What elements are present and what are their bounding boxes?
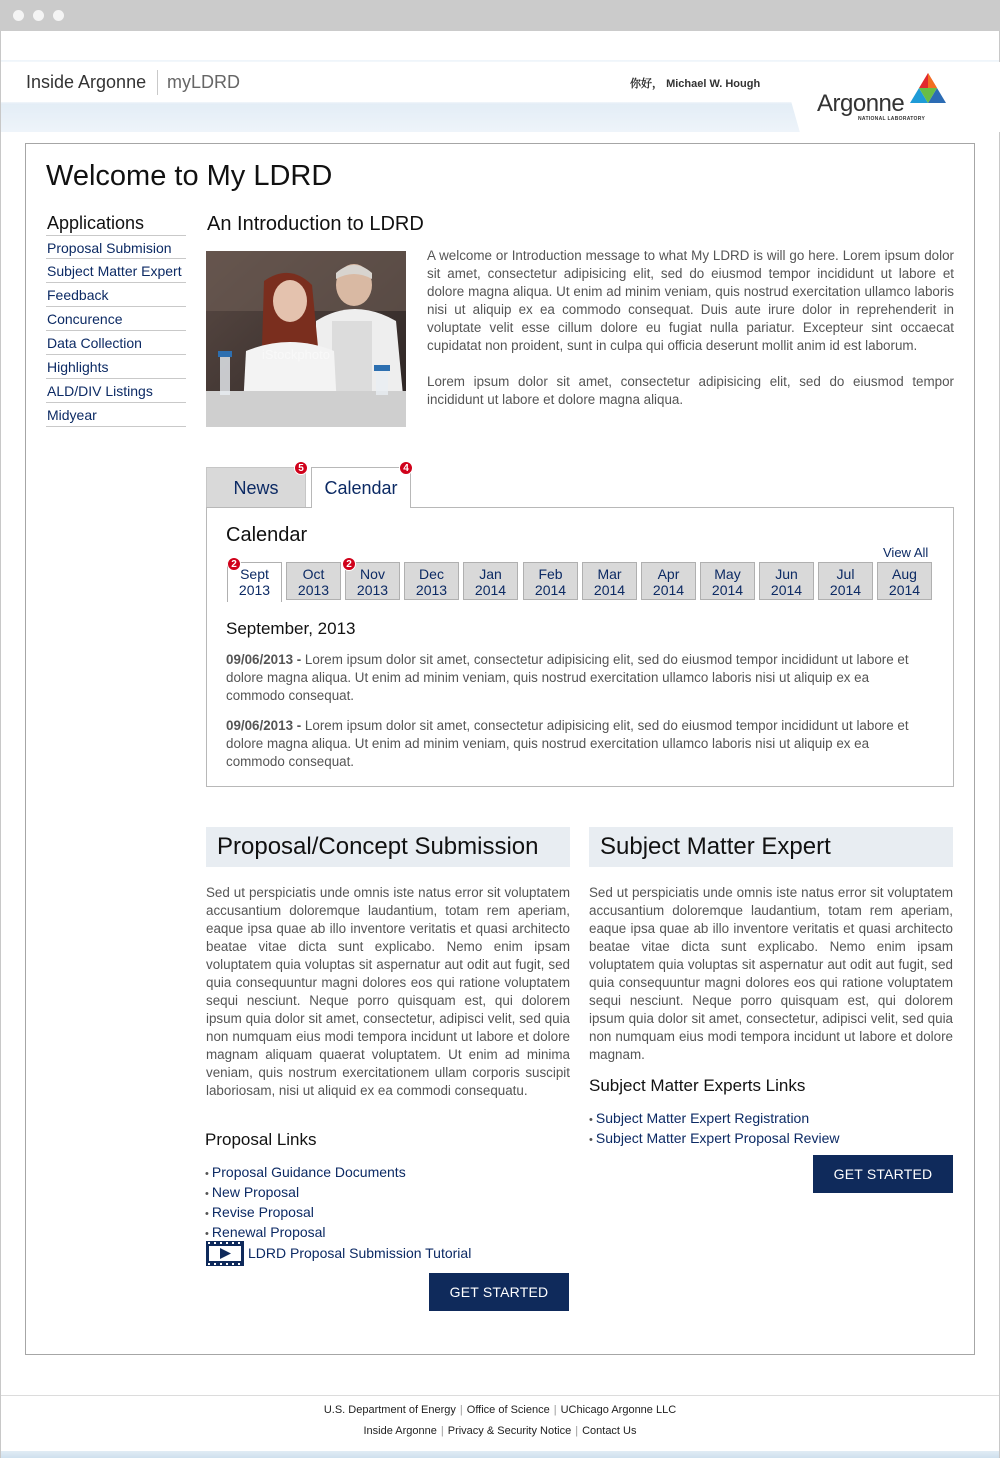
proposal-section-heading: Proposal/Concept Submission — [206, 827, 570, 867]
greeting-prefix: 你好， — [630, 78, 663, 90]
intro-photo — [206, 251, 406, 427]
site-name-link[interactable]: Inside Argonne — [26, 72, 147, 92]
sidebar-item-data-collection[interactable]: Data Collection — [46, 331, 186, 355]
sme-links — [589, 1109, 839, 1149]
user-name[interactable]: Michael W. Hough — [666, 78, 761, 90]
sme-links-heading: Subject Matter Experts Links — [589, 1076, 806, 1095]
intro-text — [427, 247, 954, 427]
sme-section-heading: Subject Matter Expert — [589, 827, 953, 867]
window-minimize-dot[interactable] — [33, 10, 44, 21]
video-play-icon[interactable] — [206, 1241, 244, 1266]
intro-paragraph: A welcome or Introduction message to what My LDRD is will go here. Lorem ipsum dolor sit amet, consectetur adipisicing elit, sed do eiusmod tempor incididunt ut labore et dolore magna aliqua. Ut enim ad minim veniam, quis nostrud exercitation ullamco laboris nisi ut aliquip ex ea commodo consequat. Duis aute irure dolor in reprehenderit in voluptate velit esse cillum dolore eu fugiat nulla pariatur. Excepteur sint occaecat cupidatat non proident, sunt in culpa qui officia deserunt mollit anim id est laborum. — [427, 248, 954, 353]
revise-proposal-link[interactable]: • Revise Proposal — [205, 1203, 406, 1223]
calendar-heading: Calendar — [226, 524, 308, 546]
browser-title-bar — [0, 0, 1000, 31]
photo-watermark: iStockphoto — [262, 347, 330, 362]
calendar-count-badge: 4 — [399, 461, 413, 475]
calendar-entry: 09/06/2013 - Lorem ipsum dolor sit amet, consectetur adipisicing elit, sed do eiusmod tempor incididunt ut labore et dolore magna aliqua. Ut enim ad minim veniam, quis nostrud exercitation ullamco laboris nisi ut aliquip ex ea commodo consequat. — [226, 718, 909, 769]
sme-registration-link[interactable]: • Subject Matter Expert Registration — [589, 1109, 839, 1129]
sme-get-started-button[interactable]: GET STARTED — [813, 1155, 953, 1193]
sidebar-item-proposal-submission[interactable]: Proposal Submision — [46, 235, 186, 259]
sidebar-item-subject-matter-expert[interactable]: Subject Matter Expert — [46, 259, 186, 283]
footer-contact-link[interactable]: Contact Us — [582, 1425, 637, 1437]
footer-divider — [1, 1395, 999, 1396]
section-name-link[interactable]: myLDRD — [167, 72, 241, 92]
page-title: Welcome to My LDRD — [46, 160, 333, 192]
sidebar-nav — [46, 235, 186, 427]
month-tab-feb-2014[interactable]: Feb 2014 — [523, 562, 578, 600]
proposal-links — [205, 1163, 406, 1243]
footer-links-secondary: Inside Argonne | Privacy & Security Notice | Contact Us — [363, 1425, 637, 1437]
month-tab-oct-2013[interactable]: Oct 2013 — [286, 562, 341, 600]
sidebar-item-feedback[interactable]: Feedback — [46, 283, 186, 307]
user-greeting — [630, 75, 760, 91]
footer-office-of-science-link[interactable]: Office of Science — [466, 1404, 550, 1416]
tab-news[interactable]: News — [206, 467, 306, 507]
sidebar-item-concurrence[interactable]: Concurence — [46, 307, 186, 331]
footer-inside-argonne-link[interactable]: Inside Argonne — [363, 1425, 437, 1437]
sidebar-item-midyear[interactable]: Midyear — [46, 403, 186, 427]
window-maximize-dot[interactable] — [53, 10, 64, 21]
proposal-links-heading: Proposal Links — [205, 1130, 317, 1149]
sidebar-item-highlights[interactable]: Highlights — [46, 355, 186, 379]
footer-privacy-link[interactable]: Privacy & Security Notice — [447, 1425, 572, 1437]
footer-uchicago-link[interactable]: UChicago Argonne LLC — [560, 1404, 677, 1416]
argonne-logo-subtitle: NATIONAL LABORATORY — [858, 116, 926, 122]
sidebar-item-ald-div-listings[interactable]: ALD/DIV Listings — [46, 379, 186, 403]
news-count-badge: 5 — [294, 461, 308, 475]
sept-event-badge: 2 — [227, 557, 241, 571]
selected-month-title: September, 2013 — [226, 619, 356, 638]
month-tab-apr-2014[interactable]: Apr 2014 — [641, 562, 696, 600]
renewal-proposal-link[interactable]: • Renewal Proposal — [205, 1223, 406, 1243]
sme-proposal-review-link[interactable]: • Subject Matter Expert Proposal Review — [589, 1129, 839, 1149]
intro-heading: An Introduction to LDRD — [207, 213, 424, 235]
month-tab-mar-2014[interactable]: Mar 2014 — [582, 562, 637, 600]
header-divider — [157, 70, 158, 95]
view-all-link[interactable]: View All — [883, 545, 929, 560]
footer-doe-link[interactable]: U.S. Department of Energy — [323, 1404, 456, 1416]
new-proposal-link[interactable]: • New Proposal — [205, 1183, 406, 1203]
lab-scientists-image — [206, 251, 406, 427]
footer-bottom-bar — [1, 1451, 999, 1458]
proposal-description: Sed ut perspiciatis unde omnis iste natus error sit voluptatem accusantium doloremque laudantium, totam rem aperiam, eaque ipsa quae ab illo inventore veritatis et quasi architecto beatae vitae dicta sunt explicabo. Nemo enim ipsam voluptatem quia voluptas sit aspernatur aut odit aut fugit, sed quia consequuntur magni dolores eos qui ratione voluptatem sequi nesciunt. Neque porro quisquam est, qui dolorem ipsum quia dolor sit amet, consectetur, adipisci velit, sed quia non numquam eius modi tempora incidunt ut labore et dolore magnam aliquam quaerat voluptatem. Ut enim ad minima veniam, quis nostrum exercitationem ullam corporis suscipit laboriosam, nisi ut aliquid ex ea commodi consequatu. — [206, 885, 570, 1098]
proposal-get-started-button[interactable]: GET STARTED — [429, 1273, 569, 1311]
proposal-guidance-link[interactable]: • Proposal Guidance Documents — [205, 1163, 406, 1183]
month-tab-may-2014[interactable]: May 2014 — [700, 562, 755, 600]
month-tab-jun-2014[interactable]: Jun 2014 — [759, 562, 814, 600]
argonne-logo-icon[interactable] — [908, 72, 948, 108]
tutorial-link[interactable]: LDRD Proposal Submission Tutorial — [248, 1245, 472, 1261]
month-tab-jan-2014[interactable]: Jan 2014 — [463, 562, 518, 600]
tab-calendar[interactable]: Calendar — [311, 467, 411, 508]
nov-event-badge: 2 — [342, 557, 356, 571]
month-tab-sept-2013[interactable]: Sept 2013 — [227, 562, 282, 602]
calendar-entry: 09/06/2013 - Lorem ipsum dolor sit amet, consectetur adipisicing elit, sed do eiusmod tempor incididunt ut labore et dolore magna aliqua. Ut enim ad minim veniam, quis nostrud exercitation ullamco laboris nisi ut aliquip ex ea commodo consequat. — [226, 652, 909, 703]
sidebar-heading: Applications — [47, 213, 145, 233]
month-tab-nov-2013[interactable]: Nov 2013 — [345, 562, 400, 600]
window-close-dot[interactable] — [13, 10, 24, 21]
month-tab-jul-2014[interactable]: Jul 2014 — [818, 562, 873, 600]
footer-links-primary: U.S. Department of Energy | Office of Science | UChicago Argonne LLC — [323, 1404, 677, 1416]
argonne-logo-text[interactable]: Argonne — [817, 90, 905, 117]
intro-paragraph: Lorem ipsum dolor sit amet, consectetur adipisicing elit, sed do eiusmod tempor incididunt ut labore et dolore magna aliqua. — [427, 374, 954, 407]
sme-description: Sed ut perspiciatis unde omnis iste natus error sit voluptatem accusantium doloremque laudantium, totam rem aperiam, eaque ipsa quae ab illo inventore veritatis et quasi architecto beatae vitae dicta sunt explicabo. Nemo enim ipsam voluptatem quia voluptas sit aspernatur aut odit aut fugit, sed quia consequuntur magni dolores eos qui ratione voluptatem sequi nesciunt. Neque porro quisquam est, qui dolorem ipsum quia dolor sit amet, consectetur, adipisci velit, sed quia non numquam eius modi tempora incidunt ut labore et dolore magnam. — [589, 885, 953, 1062]
month-tab-dec-2013[interactable]: Dec 2013 — [404, 562, 459, 600]
month-tab-aug-2014[interactable]: Aug 2014 — [877, 562, 932, 600]
